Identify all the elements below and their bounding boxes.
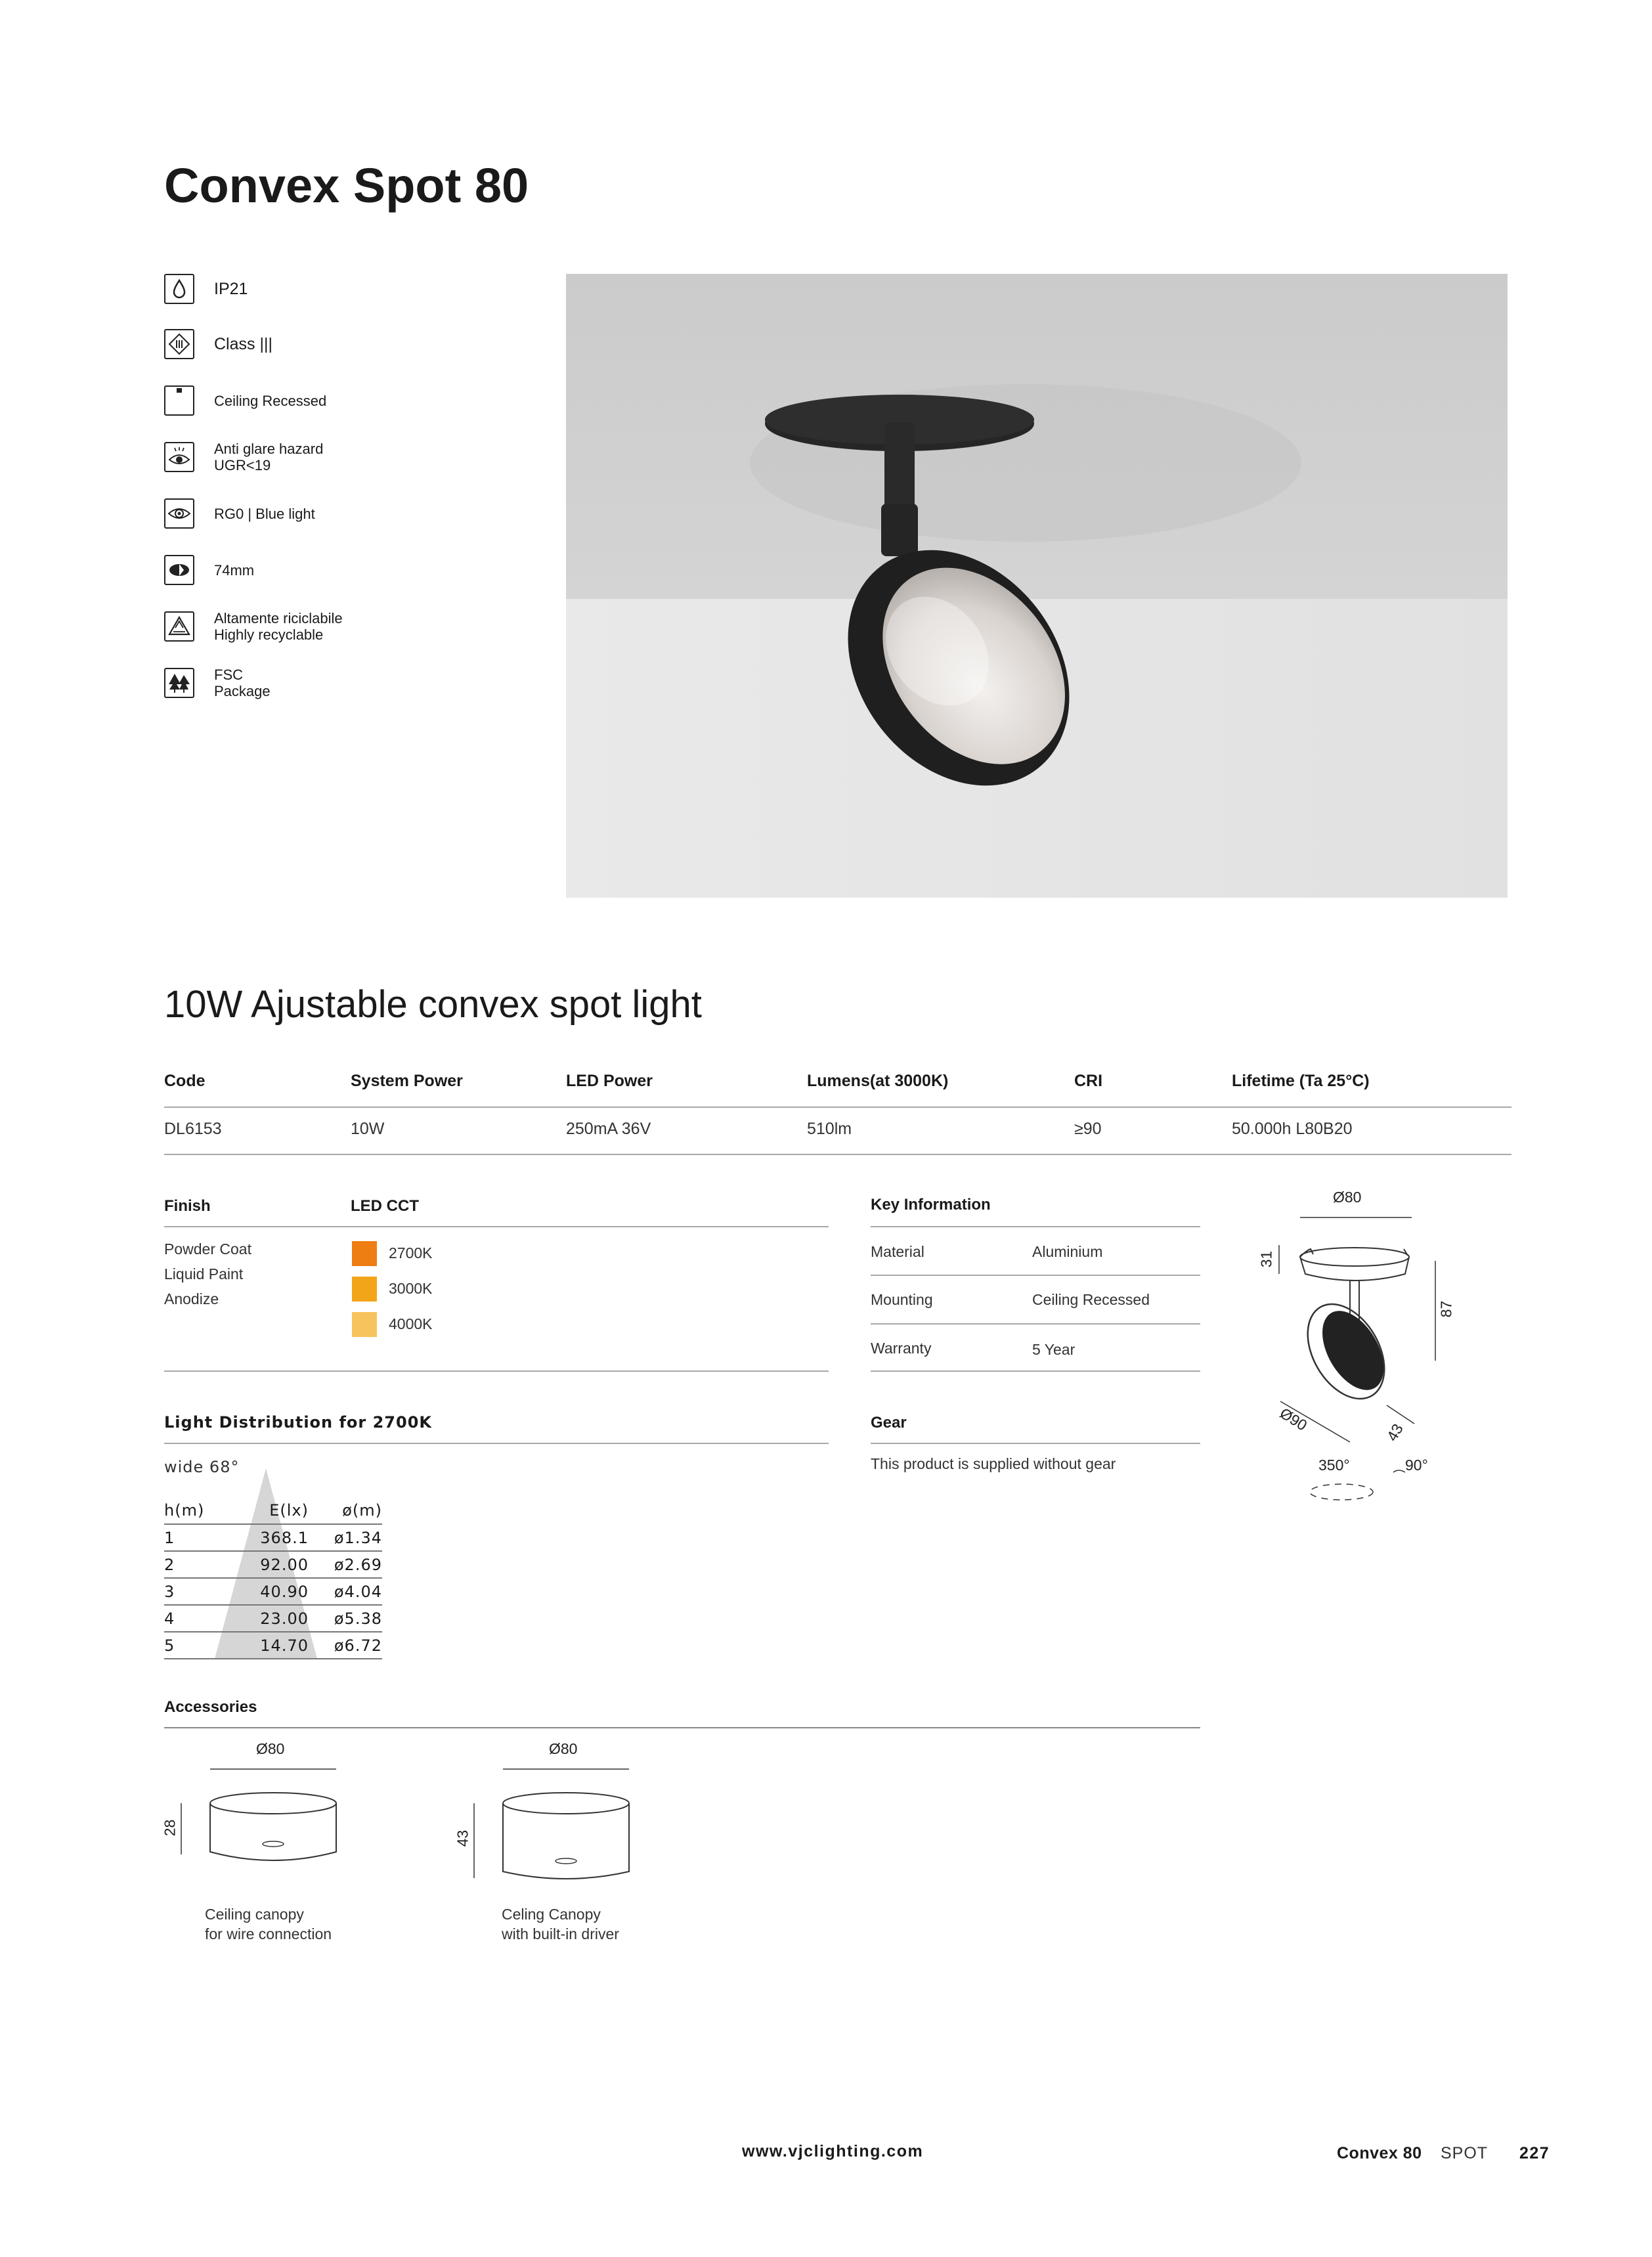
product-subtitle: 10W Ajustable convex spot light bbox=[164, 983, 702, 1026]
ceiling-recessed-icon bbox=[164, 385, 194, 416]
spec-header-lifetime: Lifetime (Ta 25°C) bbox=[1232, 1072, 1370, 1090]
class-three-icon bbox=[164, 329, 194, 359]
accessory-caption: with built-in driver bbox=[502, 1925, 619, 1942]
light-dist-header-row bbox=[164, 1497, 382, 1523]
footer-product: Convex 80 bbox=[1337, 2144, 1422, 2162]
light-dist-heading: Light Distribution for 2700K bbox=[164, 1413, 432, 1432]
feature-glare bbox=[164, 440, 323, 474]
accessory-caption: Ceiling canopy bbox=[205, 1906, 304, 1923]
product-photo bbox=[566, 274, 1508, 898]
cell-diameter: ø6.72 bbox=[334, 1636, 382, 1655]
table-row bbox=[164, 1577, 382, 1604]
feature-class bbox=[164, 327, 272, 361]
accessory-diameter: Ø80 bbox=[549, 1740, 578, 1757]
technical-drawing bbox=[1248, 1189, 1471, 1517]
spec-value-led-power: 250mA 36V bbox=[566, 1120, 651, 1138]
feature-label: RG0 | Blue light bbox=[214, 505, 315, 522]
cell-height: 3 bbox=[164, 1582, 175, 1601]
divider bbox=[871, 1443, 1200, 1444]
col-header-height: h(m) bbox=[164, 1501, 205, 1520]
feature-recycle bbox=[164, 609, 343, 644]
cell-diameter: ø2.69 bbox=[334, 1555, 382, 1574]
page-number: 227 bbox=[1519, 2144, 1550, 2162]
dim-height-right: 87 bbox=[1437, 1300, 1455, 1318]
accessory-driver-canopy bbox=[450, 1740, 647, 1957]
finish-item: Powder Coat bbox=[164, 1240, 251, 1258]
divider bbox=[164, 1370, 829, 1372]
cutout-icon bbox=[164, 555, 194, 585]
divider bbox=[164, 1443, 829, 1444]
trees-icon bbox=[164, 668, 194, 698]
spec-header-led-power: LED Power bbox=[566, 1072, 653, 1090]
spec-value-cri: ≥90 bbox=[1074, 1120, 1102, 1138]
dim-diameter-head: Ø90 bbox=[1276, 1404, 1311, 1434]
table-row bbox=[164, 1550, 382, 1577]
page-title: Convex Spot 80 bbox=[164, 158, 529, 213]
cct-swatch-4000k bbox=[352, 1312, 377, 1337]
key-info-mounting-label: Mounting bbox=[871, 1291, 933, 1308]
finish-item: Anodize bbox=[164, 1290, 219, 1307]
water-drop-icon bbox=[164, 274, 194, 304]
divider bbox=[164, 1727, 1200, 1728]
light-dist-table bbox=[164, 1497, 382, 1659]
divider bbox=[871, 1323, 1200, 1325]
accessory-caption: for wire connection bbox=[205, 1925, 332, 1942]
table-row bbox=[164, 1631, 382, 1659]
divider bbox=[164, 1154, 1511, 1155]
rotation-horizontal: 350° bbox=[1318, 1457, 1350, 1474]
cell-diameter: ø1.34 bbox=[334, 1528, 382, 1547]
feature-label: 74mm bbox=[214, 561, 255, 579]
key-info-material-label: Material bbox=[871, 1243, 924, 1260]
feature-label: Highly recyclable bbox=[214, 626, 324, 643]
cct-label: 3000K bbox=[389, 1280, 433, 1297]
key-info-warranty-value: 5 Year bbox=[1032, 1341, 1076, 1358]
feature-cutout bbox=[164, 553, 254, 587]
finish-item: Liquid Paint bbox=[164, 1265, 244, 1282]
feature-label: Altamente riciclabile bbox=[214, 610, 343, 626]
spec-value-lumens: 510lm bbox=[807, 1120, 852, 1138]
cell-height: 1 bbox=[164, 1528, 175, 1547]
spec-value-code: DL6153 bbox=[164, 1120, 222, 1138]
cell-height: 5 bbox=[164, 1636, 175, 1655]
spec-header-lumens: Lumens(at 3000K) bbox=[807, 1072, 949, 1090]
divider bbox=[164, 1107, 1511, 1108]
feature-rg0 bbox=[164, 496, 315, 531]
col-header-illuminance: E(lx) bbox=[269, 1501, 309, 1520]
feature-label: Ceiling Recessed bbox=[214, 392, 327, 409]
accessory-height: 28 bbox=[161, 1819, 179, 1837]
cell-illuminance: 23.00 bbox=[260, 1609, 309, 1628]
spec-value-lifetime: 50.000h L80B20 bbox=[1232, 1120, 1353, 1138]
accessories-heading: Accessories bbox=[164, 1698, 257, 1716]
feature-label: IP21 bbox=[214, 279, 248, 298]
spec-header-code: Code bbox=[164, 1072, 206, 1090]
feature-ip21 bbox=[164, 272, 248, 306]
dim-height-left: 31 bbox=[1257, 1250, 1275, 1268]
footer-category: SPOT bbox=[1441, 2144, 1489, 2162]
spec-header-cri: CRI bbox=[1074, 1072, 1103, 1090]
cct-heading: LED CCT bbox=[351, 1197, 419, 1215]
feature-fsc bbox=[164, 666, 271, 700]
spec-value-system-power: 10W bbox=[351, 1120, 385, 1138]
divider bbox=[871, 1275, 1200, 1276]
feature-label: Class ||| bbox=[214, 334, 272, 353]
cell-diameter: ø4.04 bbox=[334, 1582, 382, 1601]
footer-url[interactable]: www.vjclighting.com bbox=[742, 2142, 924, 2160]
table-row bbox=[164, 1523, 382, 1550]
cell-illuminance: 40.90 bbox=[260, 1582, 309, 1601]
finish-list bbox=[164, 1237, 251, 1311]
rotation-vertical: 90° bbox=[1405, 1457, 1428, 1474]
spec-header-system-power: System Power bbox=[351, 1072, 463, 1090]
cell-height: 4 bbox=[164, 1609, 175, 1628]
feature-label: FSC bbox=[214, 667, 243, 683]
accessory-wire-canopy bbox=[158, 1740, 355, 1957]
key-info-warranty-label: Warranty bbox=[871, 1340, 932, 1357]
cct-swatch-3000k bbox=[352, 1277, 377, 1302]
dim-depth: 43 bbox=[1383, 1420, 1407, 1444]
recycle-icon bbox=[164, 611, 194, 642]
cct-label: 4000K bbox=[389, 1315, 433, 1332]
cell-diameter: ø5.38 bbox=[334, 1609, 382, 1628]
table-row bbox=[164, 1604, 382, 1631]
divider bbox=[871, 1370, 1200, 1372]
accessory-diameter: Ø80 bbox=[256, 1740, 285, 1757]
divider bbox=[164, 1226, 829, 1227]
feature-label: UGR<19 bbox=[214, 457, 271, 473]
cell-illuminance: 368.1 bbox=[260, 1528, 309, 1547]
cell-illuminance: 92.00 bbox=[260, 1555, 309, 1574]
finish-heading: Finish bbox=[164, 1197, 211, 1215]
feature-label: Anti glare hazard bbox=[214, 441, 324, 457]
key-info-heading: Key Information bbox=[871, 1196, 991, 1214]
gear-text: This product is supplied without gear bbox=[871, 1455, 1116, 1472]
anti-glare-eye-icon bbox=[164, 442, 194, 472]
dim-diameter-top: Ø80 bbox=[1333, 1189, 1362, 1206]
feature-mounting bbox=[164, 383, 326, 418]
cct-swatch-2700k bbox=[352, 1241, 377, 1266]
beam-angle: wide 68° bbox=[164, 1458, 240, 1476]
eye-icon bbox=[164, 498, 194, 529]
cell-illuminance: 14.70 bbox=[260, 1636, 309, 1655]
col-header-diameter: ø(m) bbox=[342, 1501, 382, 1520]
divider bbox=[871, 1226, 1200, 1227]
key-info-mounting-value: Ceiling Recessed bbox=[1032, 1291, 1150, 1308]
accessory-height: 43 bbox=[454, 1830, 471, 1847]
key-info-material-value: Aluminium bbox=[1032, 1243, 1103, 1260]
cct-label: 2700K bbox=[389, 1244, 433, 1261]
accessory-caption: Celing Canopy bbox=[502, 1906, 601, 1923]
feature-label: Package bbox=[214, 683, 271, 699]
cell-height: 2 bbox=[164, 1555, 175, 1574]
gear-heading: Gear bbox=[871, 1414, 907, 1432]
